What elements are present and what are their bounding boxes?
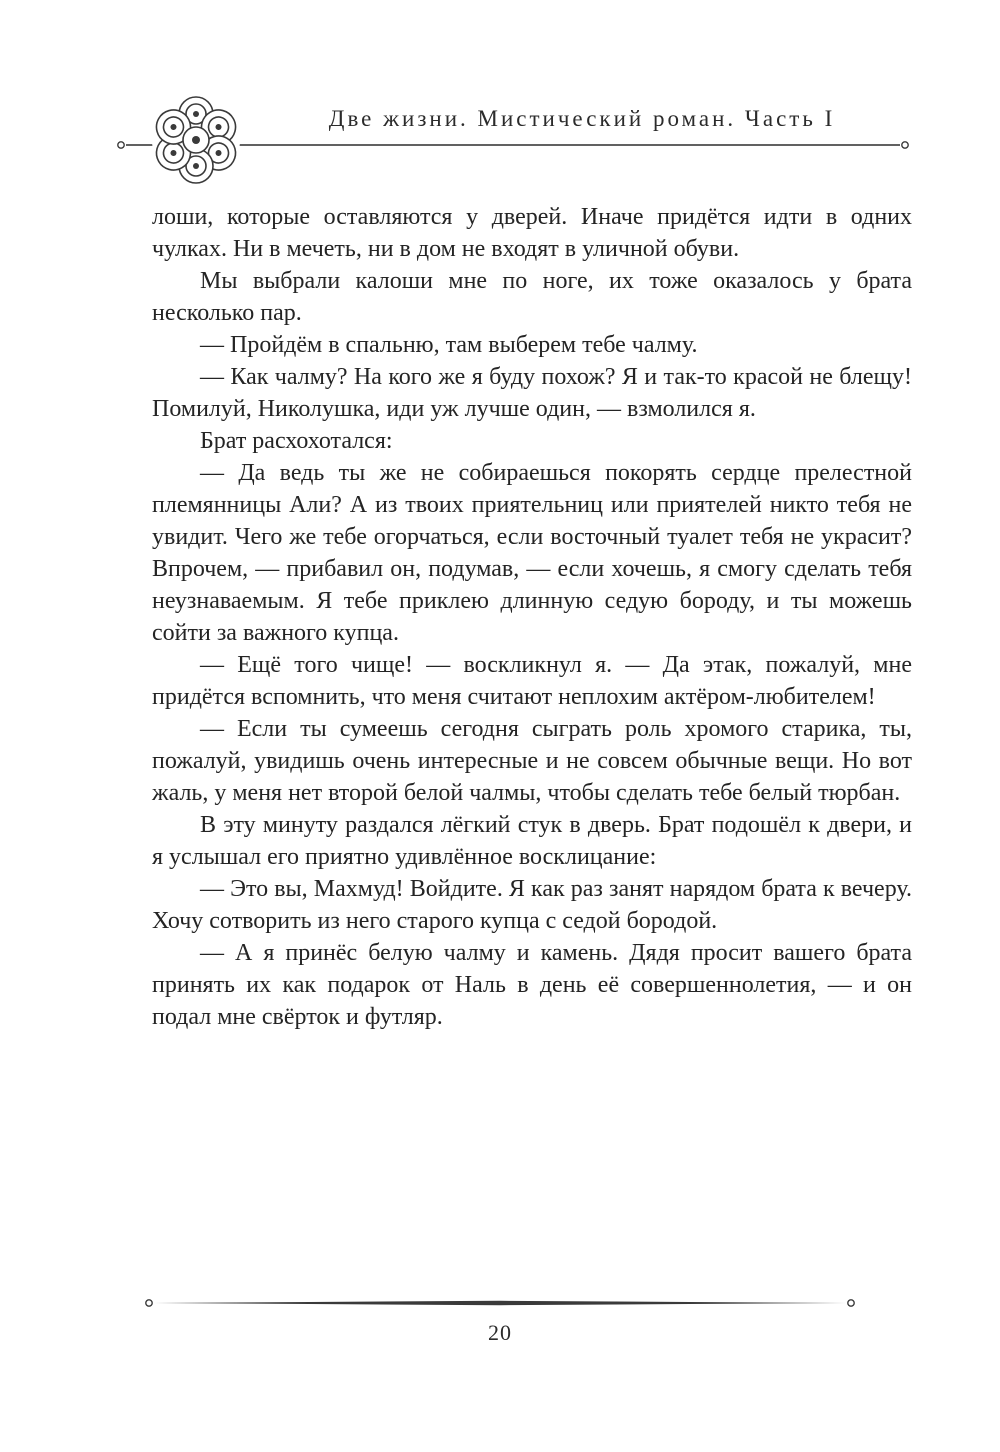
paragraph: — Это вы, Махмуд! Войдите. Я как раз занят нарядом брата к вечеру. Хочу сотворить из него старого купца с седой бородой. bbox=[152, 876, 912, 934]
paragraph: лоши, которые оставляются у дверей. Иначе придётся идти в одних чулках. Ни в мечеть, ни в дом не входят в уличной обуви. bbox=[152, 204, 912, 262]
rosette-ornament-graphic bbox=[146, 90, 246, 190]
paragraph: В эту минуту раздался лёгкий стук в дверь. Брат подошёл к двери, и я услышал его приятно удивлённое восклицание: bbox=[152, 812, 912, 870]
paragraph: — А я принёс белую чалму и камень. Дядя просит вашего брата принять их как подарок от Наль в день её совершеннолетия, — и он подал мне свёрток и футляр. bbox=[152, 940, 912, 1030]
paragraph: — Пройдём в спальню, там выберем тебе чалму. bbox=[200, 332, 698, 358]
paragraph: — Да ведь ты же не собираешься покорять сердце прелестной племянницы Али? А из твоих приятельниц или приятелей никто тебя не увидит. Чего же тебе огорчаться, если восточный туалет тебя не украсит? Впрочем, — прибавил он, подумав, — если хочешь, я смогу сделать тебя неузнаваемым. Я тебе приклею длинную седую бороду, и ты можешь сойти за важного купца. bbox=[152, 460, 912, 646]
paragraph: — Ещё того чище! — воскликнул я. — Да этак, пожалуй, мне придётся вспомнить, что меня считают неплохим актёром-любителем! bbox=[152, 652, 912, 710]
paragraph: — Если ты сумеешь сегодня сыграть роль хромого старика, ты, пожалуй, увидишь очень интересные и не совсем обычные вещи. Но вот жаль, у меня нет второй белой чалмы, чтобы сделать тебе белый тюрбан. bbox=[152, 716, 912, 806]
paragraph: — Как чалму? На кого же я буду похож? Я и так-то красой не блещу! Помилуй, Николушка, иди уж лучше один, — взмолился я. bbox=[152, 364, 912, 422]
page-footer bbox=[0, 1296, 1000, 1346]
page-number: 20 bbox=[488, 1320, 512, 1345]
rosette-ornament-icon bbox=[146, 90, 246, 190]
footer-rule bbox=[144, 1296, 856, 1308]
footer-rule-graphic bbox=[144, 1297, 856, 1309]
text-block bbox=[152, 201, 912, 1033]
paragraph: Мы выбрали калоши мне по ноге, их тоже оказалось у брата несколько пар. bbox=[152, 268, 912, 326]
running-title: Две жизни. Мистический роман. Часть I bbox=[328, 106, 836, 131]
paragraph: Брат расхохотался: bbox=[200, 428, 393, 454]
page-header bbox=[0, 0, 1000, 200]
